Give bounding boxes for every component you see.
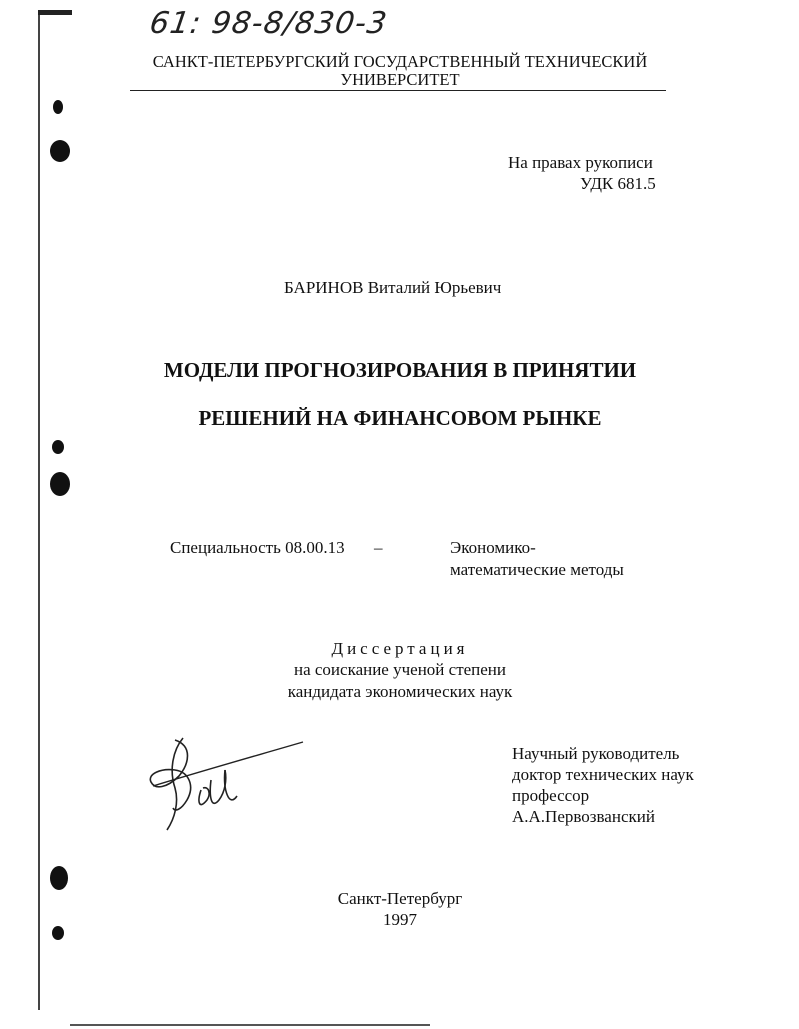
dissertation-heading: Диссертация (331, 639, 469, 658)
supervisor-rank: профессор (512, 786, 590, 805)
rights-note: На правах рукописи (508, 153, 653, 172)
supervisor-degree: доктор технических наук (512, 765, 694, 784)
dissertation-title-line2: РЕШЕНИЙ НА ФИНАНСОВОМ РЫНКЕ (198, 406, 602, 430)
punch-hole (52, 440, 64, 454)
punch-hole (50, 866, 68, 890)
specialty-name-line2: математические методы (450, 560, 624, 579)
dissertation-title-line1: МОДЕЛИ ПРОГНОЗИРОВАНИЯ В ПРИНЯТИИ (163, 358, 637, 382)
punch-hole (52, 926, 64, 940)
specialty-label: Специальность 08.00.13 (170, 538, 345, 557)
year: 1997 (383, 910, 417, 929)
dissertation-degree-line2: кандидата экономических наук (287, 682, 513, 701)
author-signature (145, 730, 315, 840)
scan-mark-bottom (70, 1024, 430, 1026)
university-name-line1: САНКТ-ПЕТЕРБУРГСКИЙ ГОСУДАРСТВЕННЫЙ ТЕХНИЧЕСКИЙ (152, 52, 648, 71)
university-name-line2: УНИВЕРСИТЕТ (340, 70, 460, 89)
supervisor-name: А.А.Первозванский (512, 807, 655, 826)
archive-code: 61: 98-8/830-3 (147, 6, 390, 41)
scan-mark-top (38, 10, 72, 15)
dissertation-degree-line1: на соискание ученой степени (293, 660, 507, 679)
specialty-dash: – (374, 538, 383, 557)
specialty-name-line1: Экономико- (450, 538, 536, 557)
supervisor-role: Научный руководитель (512, 744, 680, 763)
binding-edge-line (38, 10, 40, 1010)
udk-code: УДК 681.5 (580, 174, 656, 193)
header-rule (130, 90, 666, 91)
author-name: БАРИНОВ Виталий Юрьевич (284, 278, 502, 297)
punch-hole (53, 100, 63, 114)
city: Санкт-Петербург (337, 889, 463, 908)
punch-hole (50, 140, 70, 162)
punch-hole (50, 472, 70, 496)
